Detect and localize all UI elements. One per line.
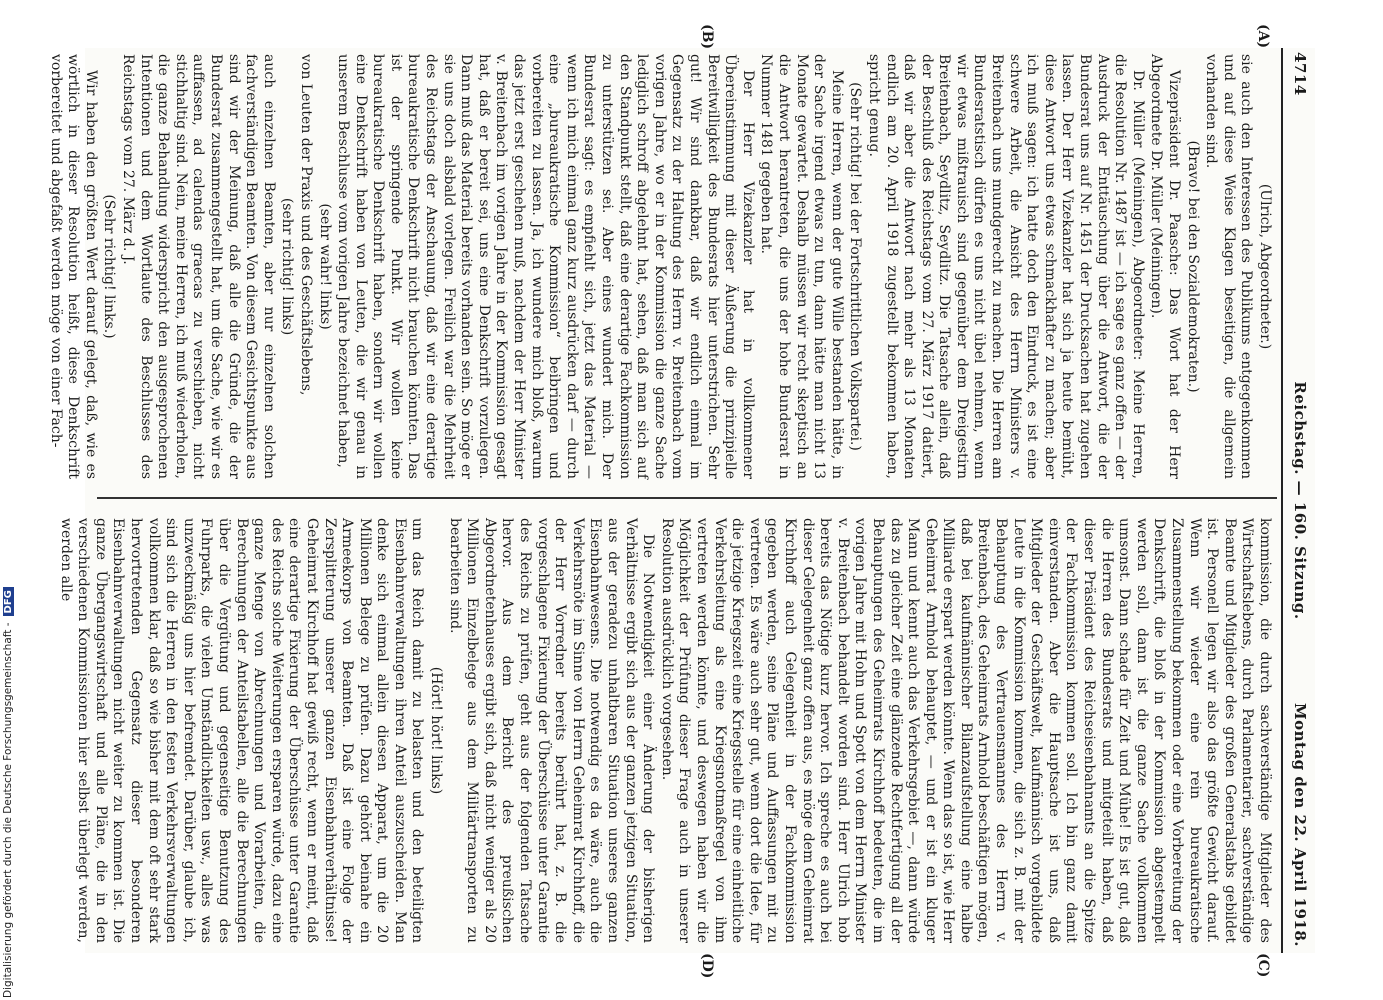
interjection: (Bravo! bei den Sozialdemokraten.) bbox=[1184, 140, 1201, 393]
margin-letter-d: (D) bbox=[699, 953, 715, 979]
margin-letter-a: (A) bbox=[1255, 24, 1271, 49]
page-date: Montag den 22. April 1918. bbox=[1291, 703, 1309, 947]
interjection: (Hört! hört! links) bbox=[428, 666, 445, 795]
right-text-column bbox=[57, 518, 1273, 943]
left-text-column bbox=[47, 54, 1273, 479]
speech-paragraph: kommission, die durch sachverständige Mitglieder des Wirtschaftslebens, durch Parlamentarier, sachverständige Beamte und Mitglieder des großen Generalstabs gebildet ist. Personell legen wir also das größte Gewicht darauf. Wenn wir wieder eine rein bureaukratische Zusammenstellung bekommen oder eine Vorbereitung der Denkschrift, die bloß in der Kommission abgestempelt werden soll, dann ist die ganze Sache vollkommen umsonst. Dann schade für Zeit und Mühe! Es ist gut, daß die Herren des Bundesrats und mitgeteilt haben, daß dieser Präsident des Reichseisenbahnamts an die Spitze der Fachkommission kommen soll. Ich bin ganz damit einverstanden. Aber die Hauptsache ist uns, daß Mitglieder der Geschäftswelt, kaufmännisch vorgebildete Leute in die Kommission kommen, die sich z. B. mit der Behauptung des Vertrauensmannes des Herrn v. Breitenbach, des Geheimrats Arnhold beschäftigen mögen, daß bei kaufmännischer Bilanzaufstellung eine halbe Milliarde erspart werden könnte. Wenn das so ist, wie Herr Geheimrat Arnhold behauptet, — und er ist ein kluger Mann und kennt auch das Verkehrsgebiet —, dann würde das zu gleicher Zeit eine glänzende Rechtfertigung all der Behauptungen des Geheimrats Kirchhoff bedeuten, die im vorigen Jahre mit Hohn und Spott von dem Herrn Minister v. Breitenbach behandelt worden sind. Herr Ulrich hob bereits das Nötige kurz hervor. Ich spreche es auch bei dieser Gelegenheit ganz offen aus, es möge dem Geheimrat Kirchhoff auch Gelegenheit in der Fachkommission gegeben werden, seine Pläne und Auffassungen mit zu vertreten. Es wäre auch sehr gut, wenn dort die Idee, für die jetzige Kriegszeit eine Kriegsstelle für eine einheitliche Verkehrsleitung als eine Kriegsnotmaßregel von ihm vertreten werden könnte, und deswegen haben wir die Möglichkeit der Prüfung dieser Frage auch in unserer Resolution ausdrücklich vorgesehen. bbox=[658, 518, 1273, 943]
speech-paragraph: Wir haben den größten Wert darauf gelegt, daß, wie es wörtlich in dieser Resolution heißt, diese Denkschrift vorbereitet und abgefaßt werden möge von einer Fach- bbox=[47, 54, 99, 479]
rotated-document-page bbox=[47, 24, 1315, 979]
speech-paragraph: von Leuten der Praxis und des Geschäftslebens, bbox=[297, 54, 314, 396]
speech-paragraph: Dr. Müller (Meiningen), Abgeordneter: Meine Herren, die Resolution Nr. 1487 ist — ich sage es ganz offen — der Ausdruck der Enttäuschung über die Antwort, die der Bundesrat uns auf Nr. 1451 der Drucksachen hat zugehen lassen. Der Herr Vizekanzler hat sich ja heute bemüht, diese Antwort uns etwas schmackhafter zu machen; aber ich muß sagen: ich hatte doch den Eindruck, es ist eine schwere Arbeit, die Ansicht des Herrn Ministers v. Breitenbach uns mundgerecht zu machen. Die Herren am Bundesratstisch dürfen es uns nicht übel nehmen, wenn wir etwas mißtrauisch sind gegenüber dem Dreigestirn Breitenbach, Seydlitz, Seydlitz. Die Tatsache allein, daß der Beschluß des Reichstags vom 27. März 1917 datiert, daß wir aber die Antwort nach mehr als 13 Monaten endlich am 20. April 1918 zugestellt bekommen haben, spricht genug. bbox=[865, 54, 1146, 479]
speech-paragraph: auch einzelnen Beamten, aber nur einzelnen solchen fachverständigen Beamten. Von diesem Gesichtspunkte aus sind wir der Meinung, daß alle die Gründe, die der Bundesrat zusammengestellt hat, um die Sache, wie wir es auffassen, ad calendas graecas zu verschieben, nicht stichhaltig sind. Nein, meine Herren, ich muß wiederholen, die ganze Behandlung widerspricht den ausgesprochenen Intentionen und dem Wortlaute des Beschlusses des Reichstags vom 27. März d. J. bbox=[120, 54, 277, 479]
interjection: (sehr wahr! links) bbox=[316, 203, 333, 330]
digitization-credit bbox=[2, 587, 14, 998]
header-rule bbox=[1281, 48, 1283, 953]
speaker-running-head: (Ulrich, Abgeordneter.) bbox=[1257, 183, 1273, 350]
page-header bbox=[1281, 48, 1315, 953]
column-divider bbox=[97, 497, 1277, 499]
speech-paragraph: um das Reich damit zu belasten und den beteiligten Eisenbahnverwaltungen ihren Anteil auszuscheiden. Man denke sich einmal allein diesen Apparat, um die 20 Millionen Belege zu prüfen. Dazu gehört beinahe ein Armeekorps von Beamten. Daß ist eine Folge der Zersplitterung unserer ganzen Eisenbahnverhältnisse! Geheimrat Kirchhoff hat gewiß recht, wenn er meint, daß eine derartige Fixierung der Überschüsse unter Garantie des Reichs solche Weiterungen ersparen würde, dazu eine ganze Menge von Abrechnungen und Vorarbeiten, die Berechnungen der Anteilstabellen, alle die Berechnungen über die Vergütung und gegenseitige Benutzung des Fuhrparks, die vielen Umständlichkeiten usw., alles was unzweckmäßig uns hier befremdet. Darüber, glaube ich, sind sich die Herren in den festen Verkehrsverwaltungen vollkommen klar, daß so wie bisher mit dem oft sehr stark hervortretenden Gegensatz dieser besonderen Eisenbahnverwaltungen nicht weiter zu kommen ist. Die ganze Übergangswirtschaft und alle Pläne, die in den verschiedenen Kommissionen hier selbst überlegt werden, werden alle bbox=[57, 518, 426, 943]
speech-paragraph: Die Notwendigkeit einer Änderung der bisherigen Verhältnisse ergibt sich aus der ganzen jetzigen Situation, aus der geradezu unhaltbaren Situation unseres ganzen Eisenbahnwesens. Die notwendig es da wäre, auch die Verkehrsnöte im Sinne von Herrn Geheimrat Kirchhoff, die der Herr Vorredner bereits berührt hat, z. B. die vorgeschlagene Fixierung der Überschüsse unter Garantie des Reichs zu prüfen, geht aus der folgenden Tatsache hervor. Aus dem Bericht des preußischen Abgeordnetenhauses ergibt sich, daß nicht weniger als 20 Millionen Einzelbelege aus dem Militärtransporten zu bearbeiten sind. bbox=[446, 518, 657, 943]
interjection: (Sehr richtig! bei der Fortschrittlichen Volkspartei.) bbox=[847, 82, 864, 451]
president-announcement: Vizepräsident Dr. Paasche: Das Wort hat der Herr Abgeordnete Dr. Müller (Meiningen). bbox=[1148, 54, 1183, 479]
credit-text: Digitalisierung gefördert durch die Deutsche Forschungsgemeinschaft - bbox=[2, 622, 14, 998]
paragraph: sie auch den Interessen des Publikums entgegenkommen und auf diese Weise Klagen beseitigen, die allgemein vorhanden sind. bbox=[1203, 54, 1255, 479]
margin-letter-c: (C) bbox=[1255, 953, 1271, 978]
dfg-logo: DFG bbox=[3, 587, 14, 616]
interjection: (sehr richtig! links) bbox=[279, 197, 296, 336]
page-number: 4714 bbox=[1291, 52, 1309, 96]
interjection: (Sehr richtig! links.) bbox=[101, 194, 118, 339]
speech-paragraph: Der Herr Vizekanzler hat in vollkommener Übereinstimmung mit dieser Äußerung die prinzipielle Bereitwilligkeit des Bundesrats hier unterstrichen. Sehr gut! Wir sind dankbar, daß wir endlich einmal im Gegensatz zu der Haltung des Herrn v. Breitenbach vom vorigen Jahre, wo er in der Kommission die ganze Sache lediglich schroff abgelehnt hat, sehen, daß man sich auf den Standpunkt stellt, daß eine derartige Fachkommission zu unterstützen sei. Aber eines wundert mich. Der Bundesrat sagt: es empfiehlt sich, jetzt das Material — wenn ich mich einmal ganz kurz ausdrücken darf — durch eine „bureaukratische Kommission“ beibringen und vorbereiten zu lassen. Ja, ich wundere mich bloß, warum das jetzt erst geschehen muß, nachdem der Herr Minister v. Breitenbach im vorigen Jahre in der Kommission gesagt hat, daß er bereit sei, uns eine Denkschrift vorzulegen. Dann muß das Material bereits vorhanden sein. So möge er sie uns doch alsbald vorlegen. Freilich war die Mehrheit des Reichstags der Anschauung, daß wir eine derartige bureaukratische Denkschrift nicht brauchen könnten. Das ist der springende Punkt. Wir wollen keine bureaukratische Denkschrift haben, sondern wir wollen eine Denkschrift haben von Leuten, die wir genau in unserem Beschlusse vom vorigen Jahre bezeichnet haben, bbox=[335, 54, 756, 479]
page-title: Reichstag. — 160. Sitzung. bbox=[1291, 381, 1309, 620]
speech-paragraph: Meine Herren, wenn der gute Wille bestanden hätte, in der Sache irgend etwas zu tun, dann hätte man nicht 13 Monate gewartet. Deshalb müssen wir recht skeptisch an die Antwort herantreten, die uns der hohe Bundesrat in Nummer 1481 gegeben hat. bbox=[758, 54, 845, 479]
margin-letter-b: (B) bbox=[699, 24, 715, 50]
